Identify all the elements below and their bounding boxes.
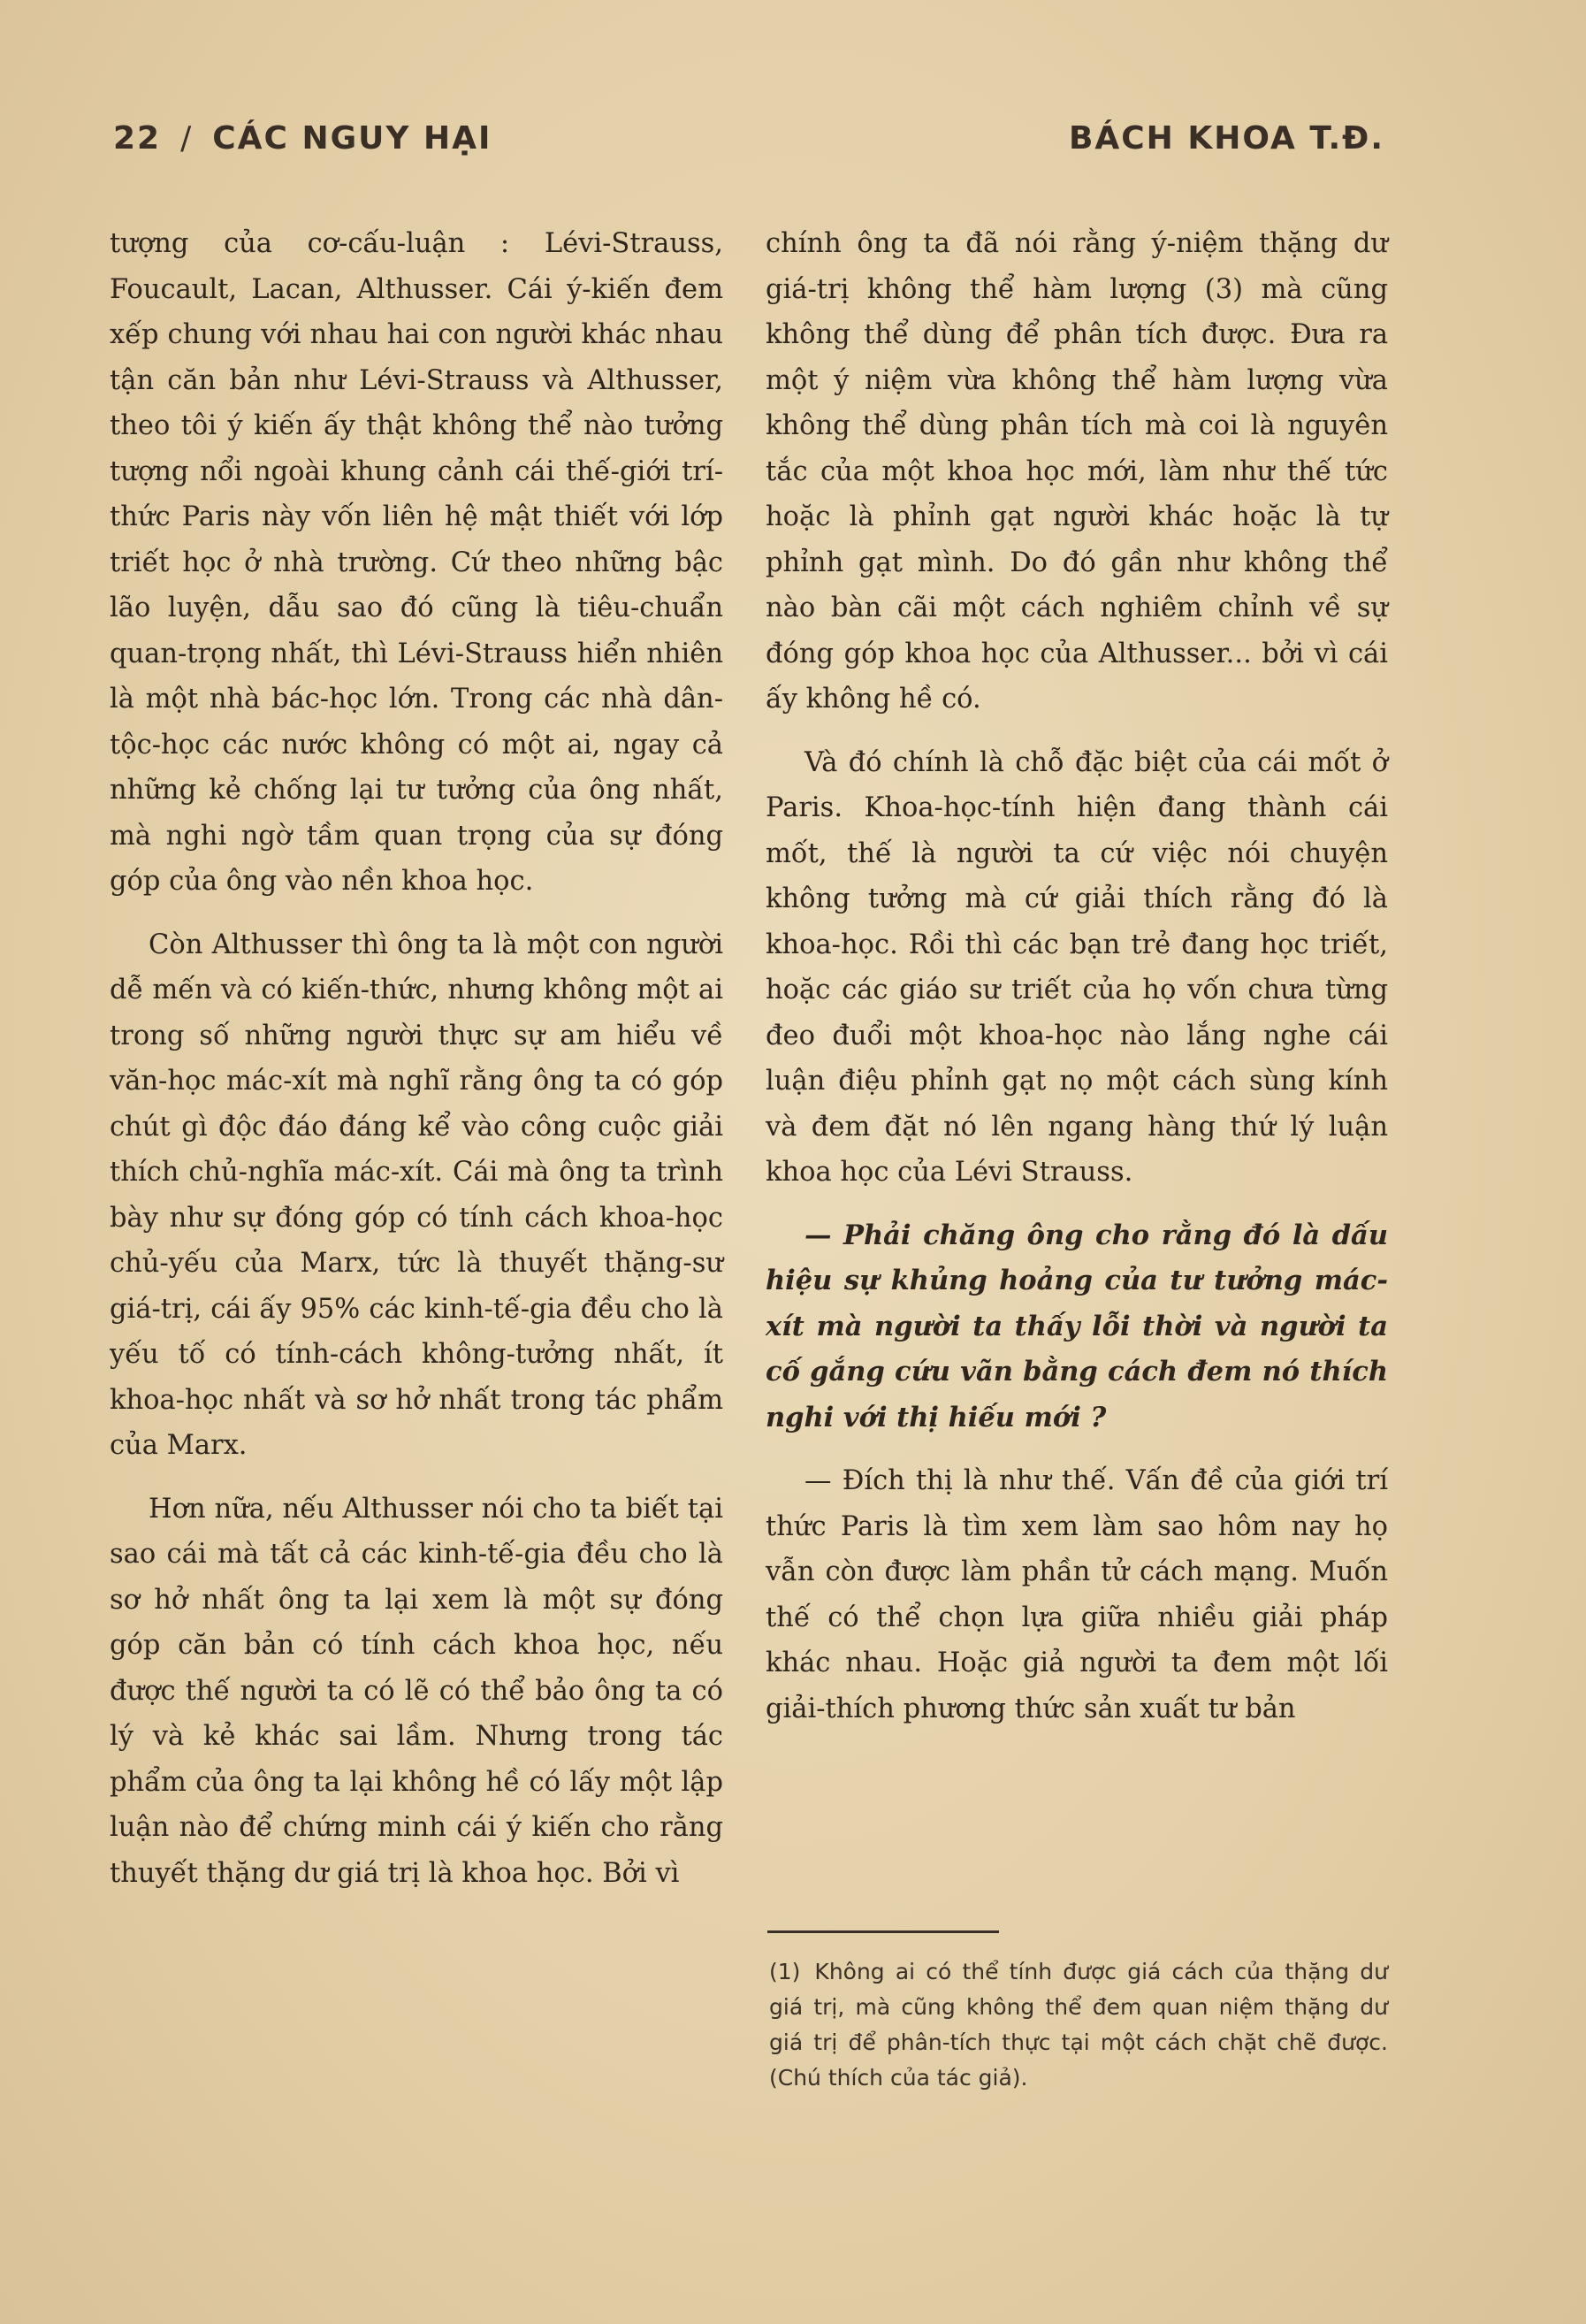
interview-question: — Phải chăng ông cho rằng đó là dấu hiệu sự khủng hoảng của tư tưởng mác-xít mà người ta thấy lỗi thời và người ta cố gắng cứu vãn bằng cách đem nó thích nghi với thị hiếu mới ? <box>766 1219 1388 1433</box>
left-paragraph-2: Còn Althusser thì ông ta là một con người dễ mến và có kiến-thức, nhưng không một ai trong số những người thực sự am hiểu về văn-học mác-xít mà nghĩ rằng ông ta có góp chút gì độc đáo đáng kể vào công cuộc giải thích chủ-nghĩa mác-xít. Cái mà ông ta trình bày như sự đóng góp có tính cách khoa-học chủ-yếu của Marx, tức là thuyết thặng-sư giá-trị, cái ấy 95% các kinh-tế-gia đều cho là yếu tố có tính-cách không-tưởng nhất, ít khoa-học nhất và sơ hở nhất trong tác phẩm của Marx. <box>110 929 723 1461</box>
footnote-divider <box>767 1930 999 1933</box>
right-column <box>766 221 1388 1749</box>
right-paragraph-2: Và đó chính là chỗ đặc biệt của cái mốt ở Paris. Khoa-học-tính hiện đang thành cái mốt, thế là người ta cứ việc nói chuyện không tưởng mà cứ giải thích rằng đó là khoa-học. Rồi thì các bạn trẻ đang học triết, hoặc các giáo sư triết của họ vốn chưa từng đeo đuổi một khoa-học nào lắng nghe cái luận điệu phỉnh gạt nọ một cách sùng kính và đem đặt nó lên ngang hàng thứ lý luận khoa học của Lévi Strauss. <box>766 746 1388 1188</box>
left-paragraph-1: tượng của cơ-cấu-luận : Lévi-Strauss, Foucault, Lacan, Althusser. Cái ý-kiến đem xếp chung với nhau hai con người khác nhau tận căn bản như Lévi-Strauss và Althusser, theo tôi ý kiến ấy thật không thể nào tưởng tượng nổi ngoài khung cảnh cái thế-giới trí-thức Paris này vốn liên hệ mật thiết với lớp triết học ở nhà trường. Cứ theo những bậc lão luyện, dẫu sao đó cũng là tiêu-chuẩn quan-trọng nhất, thì Lévi-Strauss hiển nhiên là một nhà bác-học lớn. Trong các nhà dân-tộc-học các nước không có một ai, ngay cả những kẻ chống lại tư tưởng của ông nhất, mà nghi ngờ tầm quan trọng của sự đóng góp của ông vào nền khoa học. <box>110 228 723 897</box>
header-separator: / <box>180 120 194 157</box>
footnote-text: Không ai có thể tính được giá cách của thặng dư giá trị, mà cũng không thể đem quan niệm thặng dư giá trị để phân-tích thực tại một cách chặt chẽ được. (Chú thích của tác giả). <box>769 1959 1388 2091</box>
left-column <box>110 221 723 1914</box>
footnote-number: (1) <box>769 1959 801 1984</box>
interview-answer: — Đích thị là như thế. Vấn đề của giới trí thức Paris là tìm xem làm sao hôm nay họ vẫn còn được làm phần tử cách mạng. Muốn thế có thể chọn lựa giữa nhiều giải pháp khác nhau. Hoặc giả người ta đem một lối giải-thích phương thức sản xuất tư bản <box>766 1465 1388 1724</box>
left-paragraph-3: Hơn nữa, nếu Althusser nói cho ta biết tại sao cái mà tất cả các kinh-tế-gia đều cho là sơ hở nhất ông ta lại xem là một sự đóng góp căn bản có tính cách khoa học, nếu được thế người ta có lẽ có thể bảo ông ta có lý và kẻ khác sai lầm. Nhưng trong tác phẩm của ông ta lại không hề có lấy một lập luận nào để chứng minh cái ý kiến cho rằng thuyết thặng dư giá trị là khoa học. Bởi vì <box>110 1493 723 1889</box>
journal-name: BÁCH KHOA T.Đ. <box>1068 120 1384 157</box>
article-title: CÁC NGUY HẠI <box>212 120 492 157</box>
page-number: 22 <box>113 120 162 157</box>
right-paragraph-1: chính ông ta đã nói rằng ý-niệm thặng dư giá-trị không thể hàm lượng (3) mà cũng không thể dùng để phân tích được. Đưa ra một ý niệm vừa không thể hàm lượng vừa không thể dùng phân tích mà coi là nguyên tắc của một khoa học mới, làm như thế tức hoặc là phỉnh gạt người khác hoặc là tự phỉnh gạt mình. Do đó gần như không thể nào bàn cãi một cách nghiêm chỉnh về sự đóng góp khoa học của Althusser... bởi vì cái ấy không hề có. <box>766 228 1388 715</box>
page-header <box>113 120 1384 173</box>
header-left <box>113 120 492 157</box>
footnote <box>769 1954 1388 2096</box>
